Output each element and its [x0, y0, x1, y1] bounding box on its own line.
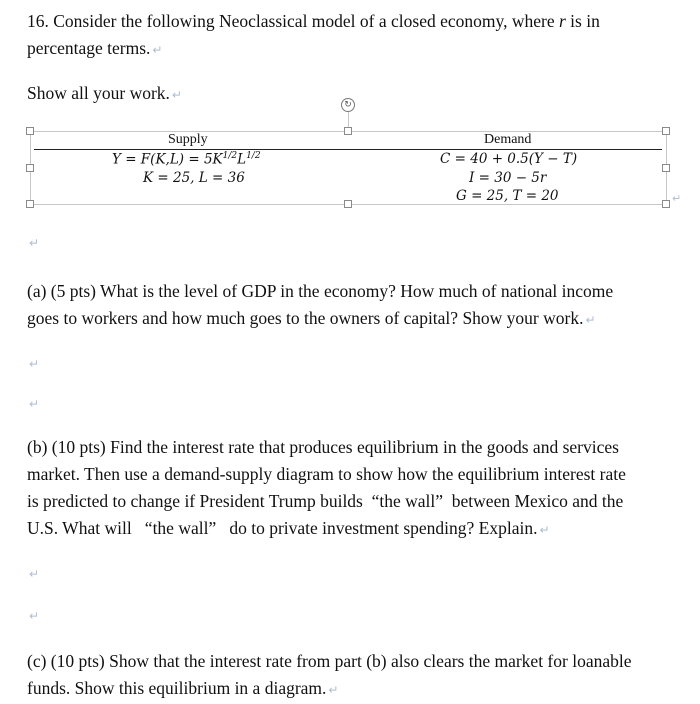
labor-exponent: 1/2	[246, 151, 261, 161]
consumption-function: C = 40 + 0.5(Y − T)	[440, 151, 578, 167]
rotate-handle-icon[interactable]: ↻	[341, 98, 355, 112]
paragraph-mark-icon: ↵	[29, 397, 40, 411]
part-a-line2: goes to workers and how much goes to the owners of capital? Show your work.	[27, 308, 584, 328]
part-c-text	[27, 648, 677, 704]
paragraph-mark-icon: ↵	[152, 43, 163, 57]
investment-function: I = 30 − 5r	[469, 170, 547, 186]
paragraph-mark-icon: ↵	[29, 236, 40, 250]
capital-exponent: 1/2	[222, 151, 238, 161]
part-b-text	[27, 434, 677, 544]
table-header-rule	[34, 149, 662, 150]
labor-symbol: L	[237, 151, 247, 168]
paragraph-mark-icon: ↵	[539, 523, 550, 537]
resize-handle-bottom-center[interactable]	[344, 200, 352, 208]
part-b-line3: is predicted to change if President Trump builds “the wall” between Mexico and the	[27, 491, 624, 511]
question-text	[27, 8, 677, 64]
paragraph-mark-icon: ↵	[585, 313, 596, 327]
part-a-text	[27, 278, 677, 334]
resize-handle-middle-right[interactable]	[662, 164, 670, 172]
question-line2: percentage terms.	[27, 38, 151, 58]
paragraph-mark-icon: ↵	[672, 192, 682, 205]
government-tax: G = 25, T = 20	[456, 188, 559, 204]
paragraph-mark-icon: ↵	[29, 567, 40, 581]
factor-endowments: K = 25, L = 36	[143, 170, 245, 186]
resize-handle-middle-left[interactable]	[26, 164, 34, 172]
part-b-line1: (b) (10 pts) Find the interest rate that produces equilibrium in the goods and services	[27, 437, 619, 457]
instruction-line: Show all your work.	[27, 83, 170, 103]
question-variable-r: r	[558, 11, 566, 31]
production-function-lhs: Y = F(K,L) = 5K	[112, 151, 223, 168]
part-a-line1: (a) (5 pts) What is the level of GDP in the economy? How much of national income	[27, 281, 614, 301]
part-b-line4: U.S. What will “the wall” do to private investment spending? Explain.	[27, 518, 538, 538]
paragraph-mark-icon: ↵	[29, 357, 40, 371]
paragraph-mark-icon: ↵	[328, 683, 339, 697]
question-line1: 16. Consider the following Neoclassical model of a closed economy, where	[27, 11, 559, 31]
part-b-line2: market. Then use a demand-supply diagram to show how the equilibrium interest rate	[27, 464, 626, 484]
resize-handle-bottom-left[interactable]	[26, 200, 34, 208]
part-c-line1: (c) (10 pts) Show that the interest rate from part (b) also clears the market for loanable	[27, 651, 632, 671]
demand-header: Demand	[484, 132, 532, 147]
resize-handle-top-left[interactable]	[26, 127, 34, 135]
paragraph-mark-icon: ↵	[171, 88, 182, 102]
question-line1-end: is in	[565, 11, 600, 31]
resize-handle-bottom-right[interactable]	[662, 200, 670, 208]
paragraph-mark-icon: ↵	[29, 609, 40, 623]
resize-handle-top-center[interactable]	[344, 127, 352, 135]
part-c-line2: funds. Show this equilibrium in a diagram.	[27, 678, 327, 698]
supply-header: Supply	[168, 132, 208, 147]
resize-handle-top-right[interactable]	[662, 127, 670, 135]
production-function	[112, 151, 261, 168]
